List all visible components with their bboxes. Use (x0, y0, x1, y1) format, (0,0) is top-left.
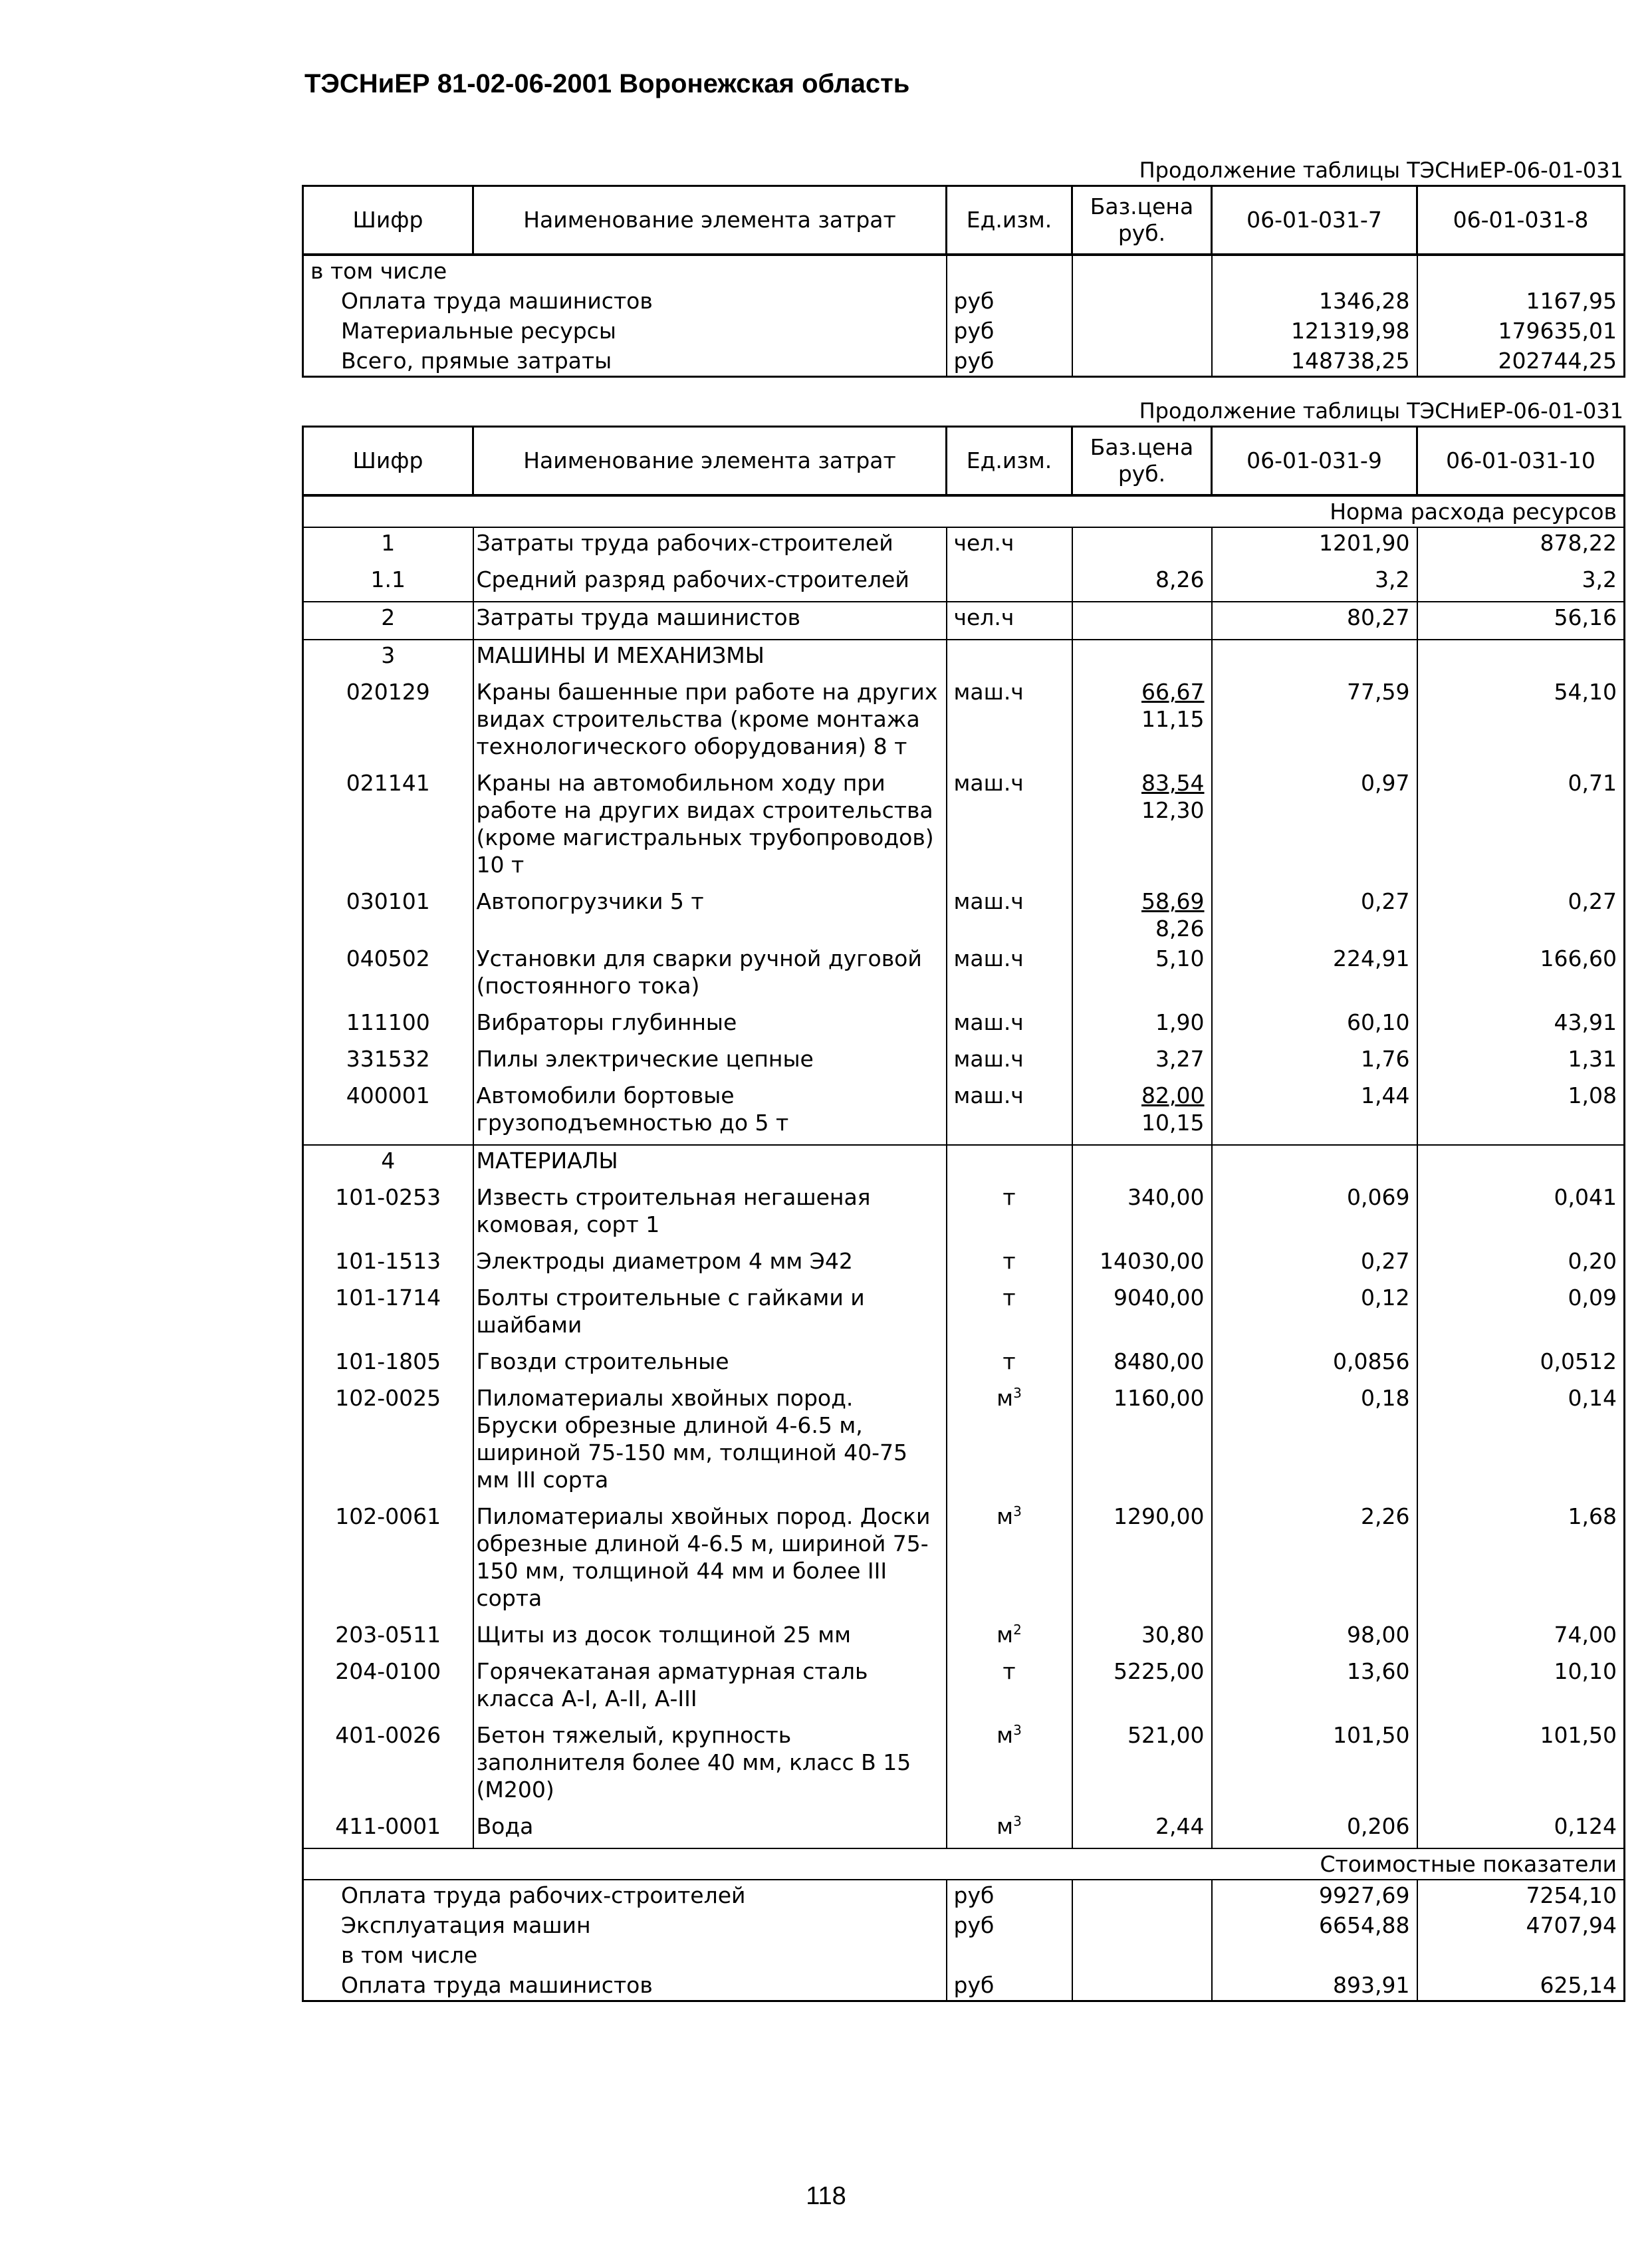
row-value-a: 0,069 (1212, 1182, 1417, 1246)
row-value-a: 0,27 (1212, 886, 1417, 943)
row-unit: маш.ч (953, 1082, 1024, 1108)
row-code: 102-0061 (303, 1501, 473, 1620)
row-value-b: 1,31 (1417, 1044, 1625, 1080)
row-code: 101-1805 (303, 1346, 473, 1383)
row-unit-cell (947, 1283, 1072, 1346)
row-price: 2,44 (1155, 1813, 1205, 1839)
row-unit: чел.ч (953, 530, 1014, 556)
row-unit: т (1003, 1285, 1016, 1311)
row-price-secondary: 11,15 (1141, 706, 1205, 732)
table1-caption: Продолжение таблицы ТЭСНиЕР-06-01-031 (1139, 158, 1623, 183)
row-label: Всего, прямые затраты (303, 346, 947, 377)
totals-label: Оплата труда рабочих-строителей (303, 1880, 947, 1910)
row-unit: м (997, 1385, 1014, 1411)
totals-value-b (1417, 1940, 1625, 1970)
row-code: 111100 (303, 1007, 473, 1044)
row-unit-cell (947, 1145, 1072, 1182)
row-price-cell (1072, 564, 1212, 602)
row-value-a: 121319,98 (1212, 316, 1417, 346)
row-value-b: 1,08 (1417, 1080, 1625, 1145)
row-price: 30,80 (1141, 1622, 1205, 1648)
row-value-a: 0,12 (1212, 1283, 1417, 1346)
row-value-b: 179635,01 (1417, 316, 1625, 346)
row-price-cell (1072, 1501, 1212, 1620)
row-price: 340,00 (1127, 1184, 1205, 1210)
row-value-a: 1,44 (1212, 1080, 1417, 1145)
row-unit: маш.ч (953, 1009, 1024, 1035)
row-value-a: 0,97 (1212, 768, 1417, 886)
row-unit-cell (947, 1346, 1072, 1383)
table-row (303, 1007, 1625, 1044)
row-price-cell (1072, 1080, 1212, 1145)
row-code: 040502 (303, 943, 473, 1007)
row-value-b: 54,10 (1417, 677, 1625, 768)
row-name: МАШИНЫ И МЕХАНИЗМЫ (473, 640, 947, 677)
row-unit-cell (947, 886, 1072, 943)
row-unit-cell (947, 943, 1072, 1007)
row-price-cell (1072, 1182, 1212, 1246)
row-price-cell (1072, 768, 1212, 886)
table-row (303, 1145, 1625, 1182)
norm-section-row (303, 495, 1625, 527)
row-unit-cell (947, 1720, 1072, 1811)
row-unit-exponent: 2 (1013, 1622, 1022, 1638)
row-code: 411-0001 (303, 1811, 473, 1848)
row-unit-cell (947, 1501, 1072, 1620)
row-name: Автомобили бортовые грузоподъемностью до 5 т (473, 1080, 947, 1145)
row-code: 204-0100 (303, 1656, 473, 1720)
row-value-a: 3,2 (1212, 564, 1417, 602)
row-unit: т (1003, 1184, 1016, 1210)
col-header-name: Наименование элемента затрат (473, 186, 947, 255)
row-value-b: 43,91 (1417, 1007, 1625, 1044)
row-unit-cell (947, 1656, 1072, 1720)
row-unit: т (1003, 1248, 1016, 1274)
row-price-cell (1072, 677, 1212, 768)
row-unit-cell (947, 1007, 1072, 1044)
row-value-b: 0,71 (1417, 768, 1625, 886)
row-unit-cell (947, 1383, 1072, 1501)
table1 (302, 185, 1625, 378)
row-name: Гвозди строительные (473, 1346, 947, 1383)
row-unit: руб (947, 286, 1072, 316)
table-row (303, 255, 1625, 286)
row-price-cell (1072, 1620, 1212, 1656)
row-code: 020129 (303, 677, 473, 768)
row-price-cell (1072, 602, 1212, 640)
row-value-b: 0,14 (1417, 1383, 1625, 1501)
row-price-secondary: 10,15 (1141, 1110, 1205, 1136)
row-name: Пиломатериалы хвойных пород. Доски обрезные длиной 4-6.5 м, шириной 75-150 мм, толщиной 44 мм и более III сорта (473, 1501, 947, 1620)
row-price: 8,26 (1155, 566, 1205, 592)
table-row (303, 1620, 1625, 1656)
table2 (302, 426, 1625, 2002)
row-price: 66,67 (1141, 679, 1205, 705)
row-value-b: 3,2 (1417, 564, 1625, 602)
row-price-cell (1072, 1383, 1212, 1501)
row-code: 021141 (303, 768, 473, 886)
table-row (303, 1383, 1625, 1501)
row-unit: руб (947, 346, 1072, 377)
table-row (303, 1182, 1625, 1246)
table-row (303, 1720, 1625, 1811)
col-header-b: 06-01-031-10 (1417, 427, 1625, 496)
row-unit-cell (947, 677, 1072, 768)
row-unit: маш.ч (953, 1046, 1024, 1072)
row-name: Установки для сварки ручной дуговой (постоянного тока) (473, 943, 947, 1007)
row-price-cell (1072, 1145, 1212, 1182)
row-unit: т (1003, 1348, 1016, 1374)
totals-value-b: 625,14 (1417, 1970, 1625, 2001)
row-value-b (1417, 1145, 1625, 1182)
row-unit-cell (947, 1246, 1072, 1283)
totals-value-a: 6654,88 (1212, 1910, 1417, 1940)
table-row (303, 1080, 1625, 1145)
row-value-b: 878,22 (1417, 527, 1625, 564)
col-header-price: Баз.цена руб. (1072, 186, 1212, 255)
row-code: 1 (303, 527, 473, 564)
row-name: Вода (473, 1811, 947, 1848)
row-code: 203-0511 (303, 1620, 473, 1656)
row-value-b: 0,0512 (1417, 1346, 1625, 1383)
row-name: Автопогрузчики 5 т (473, 886, 947, 943)
totals-label: Эксплуатация машин (303, 1910, 947, 1940)
table-row (303, 286, 1625, 316)
totals-unit: руб (947, 1970, 1072, 2001)
row-unit: руб (947, 316, 1072, 346)
col-header-code: Шифр (303, 427, 473, 496)
row-value-a: 0,27 (1212, 1246, 1417, 1283)
totals-row (303, 1970, 1625, 2001)
totals-value-b: 4707,94 (1417, 1910, 1625, 1940)
col-header-b: 06-01-031-8 (1417, 186, 1625, 255)
row-price: 5,10 (1155, 945, 1205, 971)
row-unit-cell (947, 527, 1072, 564)
row-name: Краны башенные при работе на других видах строительства (кроме монтажа технологического оборудования) 8 т (473, 677, 947, 768)
row-price-cell (1072, 1007, 1212, 1044)
row-value-a (1212, 640, 1417, 677)
table-row (303, 564, 1625, 602)
row-value-b: 0,041 (1417, 1182, 1625, 1246)
row-price: 3,27 (1155, 1046, 1205, 1072)
cost-section-row (303, 1848, 1625, 1880)
row-name: Щиты из досок толщиной 25 мм (473, 1620, 947, 1656)
row-price: 5225,00 (1114, 1658, 1205, 1684)
cost-label: Стоимостные показатели (303, 1848, 1625, 1880)
row-value-a: 1,76 (1212, 1044, 1417, 1080)
row-unit: маш.ч (953, 945, 1024, 971)
row-unit: м (997, 1622, 1014, 1648)
row-value-a: 148738,25 (1212, 346, 1417, 377)
row-code: 102-0025 (303, 1383, 473, 1501)
row-unit-cell (947, 1044, 1072, 1080)
table-row (303, 943, 1625, 1007)
row-price: 1290,00 (1114, 1503, 1205, 1529)
table-row (303, 768, 1625, 886)
table-row (303, 316, 1625, 346)
totals-label: Оплата труда машинистов (303, 1970, 947, 2001)
row-name: Вибраторы глубинные (473, 1007, 947, 1044)
table-row (303, 602, 1625, 640)
row-price-cell (1072, 527, 1212, 564)
row-price: 9040,00 (1114, 1285, 1205, 1311)
row-code: 2 (303, 602, 473, 640)
row-value-b: 0,124 (1417, 1811, 1625, 1848)
row-value-a: 0,18 (1212, 1383, 1417, 1501)
table-row (303, 346, 1625, 377)
row-value-a: 77,59 (1212, 677, 1417, 768)
row-unit-exponent: 3 (1013, 1503, 1022, 1519)
col-header-unit: Ед.изм. (947, 427, 1072, 496)
row-unit: чел.ч (953, 604, 1014, 630)
col-header-code: Шифр (303, 186, 473, 255)
table-row (303, 1346, 1625, 1383)
row-unit: м (997, 1503, 1014, 1529)
row-code: 101-1513 (303, 1246, 473, 1283)
row-unit: маш.ч (953, 679, 1024, 705)
row-unit-cell (947, 1620, 1072, 1656)
row-name: Бетон тяжелый, крупность заполнителя более 40 мм, класс В 15 (М200) (473, 1720, 947, 1811)
row-value-a: 101,50 (1212, 1720, 1417, 1811)
table-row (303, 640, 1625, 677)
totals-value-a: 9927,69 (1212, 1880, 1417, 1910)
row-unit-cell (947, 640, 1072, 677)
row-price-cell (1072, 886, 1212, 943)
row-value-b: 1167,95 (1417, 286, 1625, 316)
table-row (303, 677, 1625, 768)
totals-value-b: 7254,10 (1417, 1880, 1625, 1910)
totals-label: в том числе (303, 1940, 947, 1970)
table1-header-row (303, 186, 1625, 255)
row-price: 82,00 (1141, 1082, 1205, 1108)
row-value-a: 2,26 (1212, 1501, 1417, 1620)
row-value-a: 224,91 (1212, 943, 1417, 1007)
page-number: 118 (806, 2182, 846, 2210)
row-name: Затраты труда машинистов (473, 602, 947, 640)
col-header-unit: Ед.изм. (947, 186, 1072, 255)
row-value-b: 56,16 (1417, 602, 1625, 640)
row-code: 101-1714 (303, 1283, 473, 1346)
row-price-cell (1072, 1720, 1212, 1811)
row-name: Болты строительные с гайками и шайбами (473, 1283, 947, 1346)
row-code: 030101 (303, 886, 473, 943)
totals-unit (947, 1940, 1072, 1970)
row-price: 83,54 (1141, 770, 1205, 796)
row-price-cell (1072, 1246, 1212, 1283)
row-unit-exponent: 3 (1013, 1385, 1022, 1401)
table-row (303, 1283, 1625, 1346)
row-value-a: 0,206 (1212, 1811, 1417, 1848)
row-unit: м (997, 1722, 1014, 1748)
row-value-b (1417, 640, 1625, 677)
row-name: Краны на автомобильном ходу при работе на других видах строительства (кроме магистральных трубопроводов) 10 т (473, 768, 947, 886)
row-code: 4 (303, 1145, 473, 1182)
totals-unit: руб (947, 1880, 1072, 1910)
totals-value-a (1212, 1940, 1417, 1970)
row-value-b: 74,00 (1417, 1620, 1625, 1656)
row-price-secondary: 12,30 (1141, 797, 1205, 823)
row-name: Горячекатаная арматурная сталь класса А-I, А-II, А-III (473, 1656, 947, 1720)
row-name: Пиломатериалы хвойных пород. Бруски обрезные длиной 4-6.5 м, шириной 75-150 мм, толщиной 40-75 мм III сорта (473, 1383, 947, 1501)
row-name: Электроды диаметром 4 мм Э42 (473, 1246, 947, 1283)
row-price-cell (1072, 640, 1212, 677)
row-name: Известь строительная негашеная комовая, сорт 1 (473, 1182, 947, 1246)
page-title: ТЭСНиЕР 81-02-06-2001 Воронежская область (304, 69, 910, 98)
row-name: Пилы электрические цепные (473, 1044, 947, 1080)
row-price-cell (1072, 1283, 1212, 1346)
table-row (303, 527, 1625, 564)
norm-label: Норма расхода ресурсов (303, 495, 1625, 527)
row-price: 1,90 (1155, 1009, 1205, 1035)
row-value-b: 202744,25 (1417, 346, 1625, 377)
row-label: в том числе (303, 255, 947, 286)
col-header-name: Наименование элемента затрат (473, 427, 947, 496)
table2-caption: Продолжение таблицы ТЭСНиЕР-06-01-031 (1139, 398, 1623, 424)
table-row (303, 1811, 1625, 1848)
row-unit-exponent: 3 (1013, 1722, 1022, 1738)
row-name: МАТЕРИАЛЫ (473, 1145, 947, 1182)
table-row (303, 886, 1625, 943)
row-value-b: 0,09 (1417, 1283, 1625, 1346)
row-value-a: 0,0856 (1212, 1346, 1417, 1383)
row-value-b: 101,50 (1417, 1720, 1625, 1811)
row-price: 521,00 (1127, 1722, 1205, 1748)
row-unit-cell (947, 1811, 1072, 1848)
table-row (303, 1246, 1625, 1283)
row-price: 8480,00 (1114, 1348, 1205, 1374)
row-price-cell (1072, 1811, 1212, 1848)
row-unit: маш.ч (953, 888, 1024, 914)
totals-row (303, 1940, 1625, 1970)
row-value-a: 1346,28 (1212, 286, 1417, 316)
row-value-b: 10,10 (1417, 1656, 1625, 1720)
row-value-b: 1,68 (1417, 1501, 1625, 1620)
row-label: Оплата труда машинистов (303, 286, 947, 316)
row-unit-cell (947, 768, 1072, 886)
col-header-a: 06-01-031-7 (1212, 186, 1417, 255)
row-code: 3 (303, 640, 473, 677)
row-code: 1.1 (303, 564, 473, 602)
row-value-a: 1201,90 (1212, 527, 1417, 564)
row-value-a: 98,00 (1212, 1620, 1417, 1656)
row-name: Средний разряд рабочих-строителей (473, 564, 947, 602)
totals-value-a: 893,91 (1212, 1970, 1417, 2001)
totals-unit: руб (947, 1910, 1072, 1940)
table-row (303, 1044, 1625, 1080)
row-price-secondary: 8,26 (1155, 916, 1205, 941)
row-unit-cell (947, 1182, 1072, 1246)
totals-row (303, 1910, 1625, 1940)
row-value-b: 0,20 (1417, 1246, 1625, 1283)
row-unit: т (1003, 1658, 1016, 1684)
row-price-cell (1072, 1044, 1212, 1080)
row-unit: м (997, 1813, 1014, 1839)
row-code: 401-0026 (303, 1720, 473, 1811)
row-name: Затраты труда рабочих-строителей (473, 527, 947, 564)
row-price-cell (1072, 943, 1212, 1007)
row-code: 400001 (303, 1080, 473, 1145)
row-value-b: 166,60 (1417, 943, 1625, 1007)
row-unit-cell (947, 1080, 1072, 1145)
row-value-a (1212, 1145, 1417, 1182)
col-header-price: Баз.цена руб. (1072, 427, 1212, 496)
row-code: 331532 (303, 1044, 473, 1080)
table2-header-row (303, 427, 1625, 496)
row-value-a: 80,27 (1212, 602, 1417, 640)
col-header-a: 06-01-031-9 (1212, 427, 1417, 496)
row-unit-cell (947, 564, 1072, 602)
row-value-a: 13,60 (1212, 1656, 1417, 1720)
table-row (303, 1501, 1625, 1620)
row-unit: маш.ч (953, 770, 1024, 796)
row-price-cell (1072, 1346, 1212, 1383)
row-price: 14030,00 (1100, 1248, 1205, 1274)
row-price-cell (1072, 1656, 1212, 1720)
row-price: 1160,00 (1114, 1385, 1205, 1411)
row-value-a: 60,10 (1212, 1007, 1417, 1044)
row-label: Материальные ресурсы (303, 316, 947, 346)
row-unit-exponent: 3 (1013, 1813, 1022, 1829)
row-price: 58,69 (1141, 888, 1205, 914)
row-unit-cell (947, 602, 1072, 640)
totals-row (303, 1880, 1625, 1910)
row-code: 101-0253 (303, 1182, 473, 1246)
row-value-b: 0,27 (1417, 886, 1625, 943)
table-row (303, 1656, 1625, 1720)
